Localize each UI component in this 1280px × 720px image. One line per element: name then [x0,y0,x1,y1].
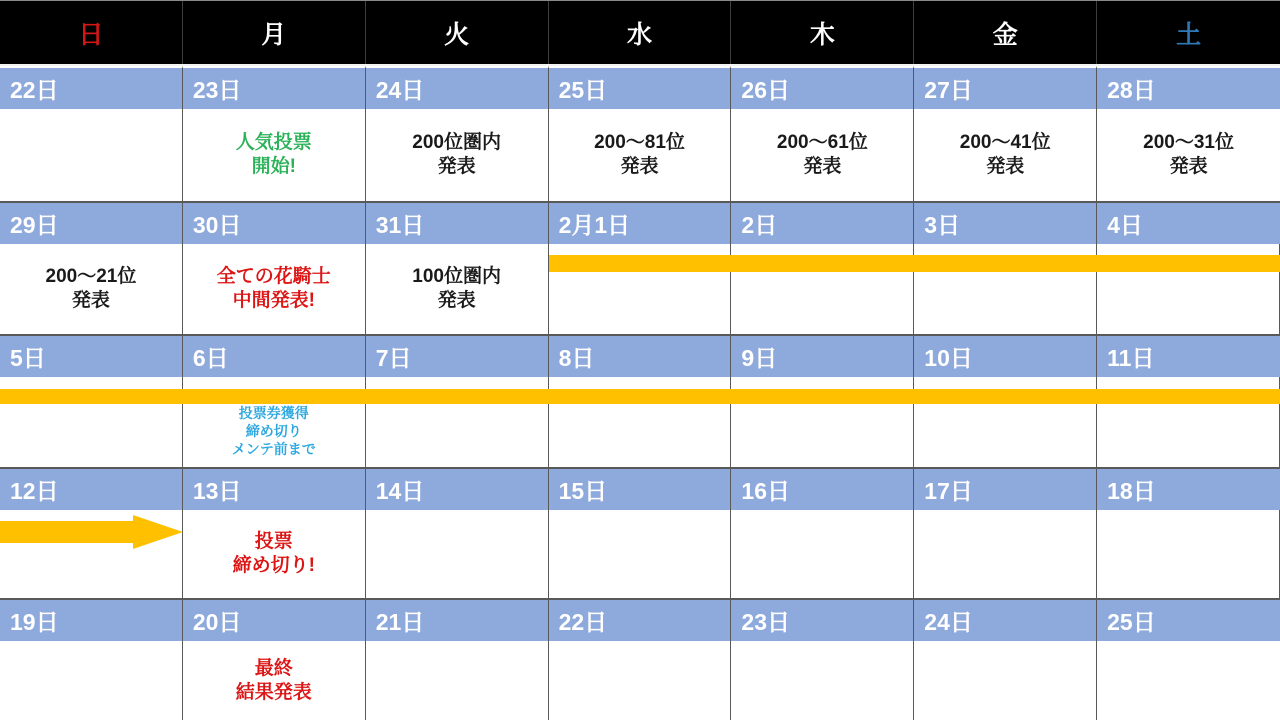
date-cell: 31日 [366,201,549,244]
event-final-results [183,641,366,720]
weekday-thursday: 木 [731,1,914,64]
date-cell: 10日 [914,334,1097,377]
event-line: 人気投票 [235,132,312,153]
date-cell: 5日 [0,334,183,377]
date-cell: 16日 [731,467,914,510]
voting-period-bar [0,389,1280,404]
event-rank-announce [731,109,914,201]
date-cell: 11日 [1097,334,1280,377]
event-line: 結果発表 [235,681,312,703]
event-line: 最終 [254,657,293,679]
weekday-tuesday: 火 [366,1,549,64]
date-cell: 17日 [914,467,1097,510]
date-row-week-2 [0,201,1280,244]
date-cell: 7日 [366,334,549,377]
event-line: 発表 [1169,156,1208,177]
date-row-week-4 [0,467,1280,510]
date-cell: 12日 [0,467,183,510]
event-cell-empty [1097,510,1280,598]
event-line: 締め切り! [232,555,315,576]
event-line: 200〜31位 [1143,132,1234,153]
event-row-week-3 [0,377,1280,467]
event-cell-empty [731,510,914,598]
date-cell: 23日 [731,598,914,641]
date-cell: 19日 [0,598,183,641]
date-cell: 20日 [183,598,366,641]
event-cell-empty [1097,641,1280,720]
event-cell-empty [0,109,183,201]
weekday-wednesday: 水 [549,1,732,64]
event-rank-announce [914,109,1097,201]
event-line: 200〜81位 [594,132,685,153]
event-line: 200〜41位 [959,132,1051,153]
date-row-week-1 [0,66,1280,109]
deadline-arrow-head-icon [133,515,183,549]
event-cell-empty [0,641,183,720]
date-cell: 14日 [366,467,549,510]
date-cell: 15日 [549,467,732,510]
event-vote-deadline [183,510,366,598]
date-cell: 8日 [549,334,732,377]
event-row-week-4 [0,510,1280,598]
weekday-monday: 月 [183,1,366,64]
date-cell: 3日 [914,201,1097,244]
date-cell: 6日 [183,334,366,377]
event-cell-empty [366,641,549,720]
voting-period-bar [549,255,1280,272]
event-line: 発表 [803,156,842,177]
event-row-week-1 [0,109,1280,201]
date-cell: 24日 [366,66,549,109]
event-rank-announce [1097,109,1280,201]
event-line: 発表 [620,156,659,177]
event-vote-start [183,109,366,201]
event-line: 200〜61位 [776,132,868,153]
event-line: 投票券獲得 [238,405,309,421]
weekday-friday: 金 [914,1,1097,64]
event-line: メンテ前まで [231,441,316,457]
event-cell-empty [914,641,1097,720]
event-line: 200位圏内 [412,132,501,153]
date-row-week-5 [0,598,1280,641]
date-cell: 18日 [1097,467,1280,510]
event-line: 発表 [437,290,476,311]
date-cell: 27日 [914,66,1097,109]
weekday-sunday: 日 [0,1,183,64]
event-rank-announce [549,109,732,201]
date-cell: 13日 [183,467,366,510]
event-line: 締め切り [245,423,302,439]
event-line: 全ての花騎士 [216,266,331,287]
weekday-header-row [0,0,1280,66]
event-line: 発表 [437,156,476,177]
event-rank-announce [366,244,549,334]
event-rank-announce [0,244,183,334]
event-line: 発表 [71,290,110,311]
date-cell: 29日 [0,201,183,244]
date-cell: 22日 [0,66,183,109]
event-line: 200〜21位 [45,266,137,287]
event-line: 発表 [986,156,1025,177]
event-row-week-2 [0,244,1280,334]
date-cell: 30日 [183,201,366,244]
event-line: 中間発表! [232,290,315,311]
date-cell: 9日 [731,334,914,377]
event-rank-announce [366,109,549,201]
date-cell: 25日 [549,66,732,109]
event-cell-empty [731,641,914,720]
date-cell: 2日 [731,201,914,244]
date-cell: 25日 [1097,598,1280,641]
date-cell: 26日 [731,66,914,109]
event-interim-announce [183,244,366,334]
event-cell-empty [549,641,732,720]
date-row-week-3 [0,334,1280,377]
event-row-week-5 [0,641,1280,720]
event-line: 100位圏内 [412,266,501,287]
date-cell: 21日 [366,598,549,641]
date-cell: 28日 [1097,66,1280,109]
weekday-saturday: 土 [1176,20,1202,49]
date-cell: 4日 [1097,201,1280,244]
date-cell: 2月1日 [549,201,732,244]
event-line: 投票 [254,531,293,552]
date-cell: 22日 [549,598,732,641]
date-cell: 24日 [914,598,1097,641]
event-line: 開始! [251,156,296,177]
date-cell: 23日 [183,66,366,109]
deadline-arrow [0,521,133,543]
event-cell-empty [549,510,732,598]
event-cell-empty [914,510,1097,598]
event-cell-empty [366,510,549,598]
